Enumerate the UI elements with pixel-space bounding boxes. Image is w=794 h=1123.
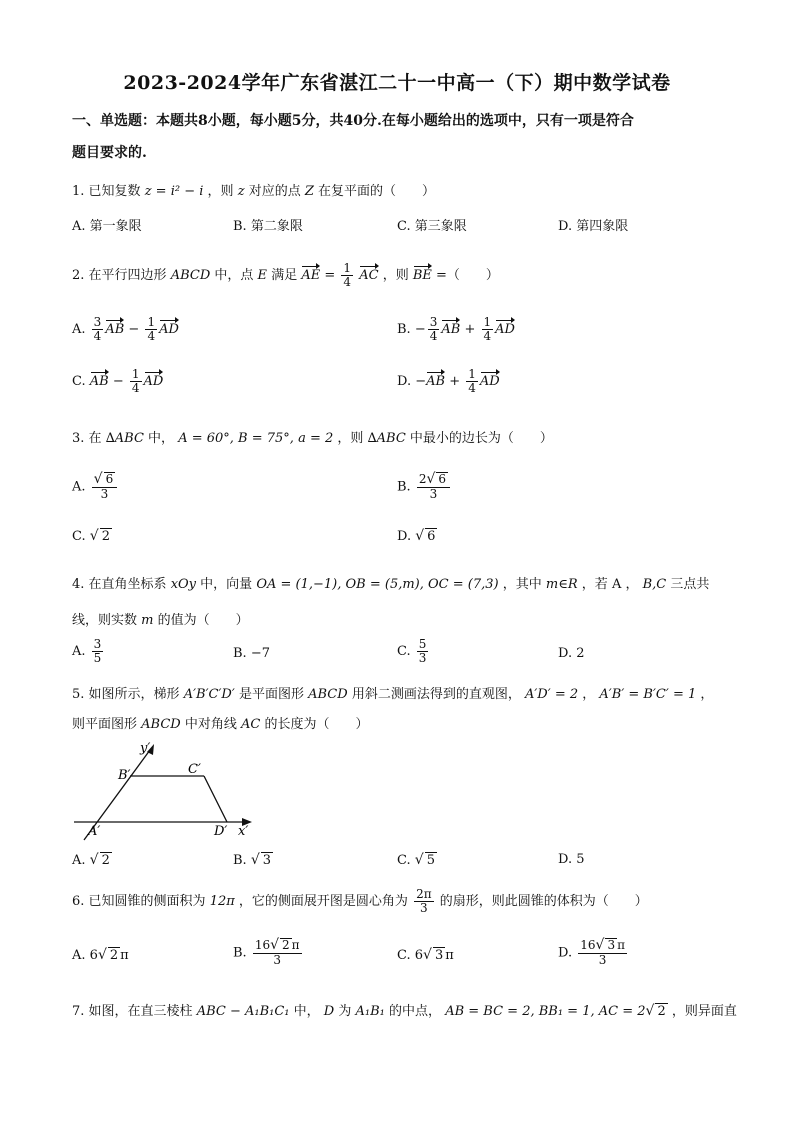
- denominator: 3: [429, 487, 438, 502]
- q6-option-b: [233, 938, 304, 968]
- q4-text: 三点共: [670, 577, 710, 592]
- fraction: [578, 938, 627, 968]
- numerator: 5: [418, 637, 427, 651]
- q6-text: 的扇形，则此圆锥的体积为（ ）: [439, 894, 648, 910]
- q5-text: 的长度为（ ）: [264, 717, 369, 732]
- option-label: C.: [397, 644, 411, 660]
- q4-var: B,C: [642, 577, 667, 592]
- q1-var: z: [237, 184, 245, 199]
- option-label: D.: [558, 852, 573, 867]
- q4-vectors: OA = (1,−1), OB = (5,m), OC = (7,3): [256, 577, 499, 592]
- option-label: B.: [233, 945, 247, 961]
- option-label: B.: [397, 479, 411, 495]
- question-6: [72, 888, 648, 915]
- radicand: 2: [109, 948, 119, 963]
- fraction: [482, 316, 494, 343]
- question-3: [72, 427, 553, 446]
- q4-var: m: [141, 613, 154, 628]
- option-label: D.: [397, 374, 412, 390]
- q5-var: A′B′C′D′: [183, 687, 235, 702]
- q7-text: 中，: [293, 1004, 320, 1019]
- radicand: 2: [101, 529, 110, 544]
- sqrt-icon: √: [270, 937, 280, 953]
- fraction: [130, 368, 142, 395]
- q4-text: 中，向量: [200, 577, 253, 592]
- coefficient: 6: [89, 948, 98, 963]
- q2-vector: BE: [412, 268, 432, 284]
- fraction: [92, 472, 118, 502]
- operator: −: [112, 374, 124, 390]
- fraction: [428, 316, 440, 343]
- denominator: 3: [273, 953, 282, 968]
- q5-var: AC: [241, 717, 261, 732]
- section-heading-line1: 一、单选题：本题共8小题，每小题5分，共40分.在每小题给出的选项中，只有一项是符合: [72, 113, 634, 129]
- q5-text: 用斜二测画法得到的直观图，: [351, 687, 521, 702]
- option-label: D.: [558, 945, 573, 961]
- q3-option-b: [397, 472, 452, 502]
- q4-text: ，其中: [502, 577, 542, 592]
- operator: +: [449, 374, 461, 390]
- pi: π: [617, 938, 625, 952]
- q1-text: 在复平面的（ ）: [318, 184, 436, 199]
- q7-text: 为: [338, 1004, 352, 1019]
- sqrt-icon: √: [89, 852, 99, 868]
- q5-text: 5. 如图所示，梯形: [72, 687, 180, 702]
- vector: AD: [143, 374, 164, 390]
- option-label: B.: [397, 322, 411, 338]
- numerator: 2π: [416, 887, 432, 901]
- label-y: y′: [140, 741, 151, 756]
- q5-text: 是平面图形: [238, 687, 304, 702]
- radicand: 6: [105, 472, 114, 486]
- q5-var: ABCD: [308, 687, 348, 702]
- numerator: [417, 472, 450, 488]
- radicand: 3: [262, 853, 272, 868]
- q3-text: 3. 在: [72, 431, 102, 446]
- numerator: 1: [343, 261, 352, 275]
- option-label: D.: [558, 646, 573, 661]
- q2-var: E: [257, 268, 268, 284]
- q4-option-b: [233, 646, 270, 661]
- q4-option-a: [72, 638, 105, 665]
- q2-var: ABCD: [170, 268, 211, 284]
- q6-option-a: [72, 947, 129, 963]
- label-c: C′: [188, 762, 201, 777]
- q5-text: 中对角线: [184, 717, 237, 732]
- question-4-line2: [72, 609, 249, 628]
- denominator: 3: [418, 651, 427, 666]
- option-label: A.: [72, 479, 86, 495]
- q2-vector: AE: [301, 268, 321, 284]
- q2-text: 中，点: [214, 268, 254, 284]
- q6-text: 6. 已知圆锥的侧面积为: [72, 894, 206, 910]
- radicand: 3: [434, 948, 444, 963]
- radicand: 2: [101, 853, 110, 868]
- q4-text: ，: [625, 577, 639, 592]
- coefficient: 16: [254, 938, 271, 952]
- q5-option-a: [72, 852, 112, 868]
- sqrt-icon: √: [426, 471, 436, 487]
- coefficient: 16: [580, 938, 596, 952]
- q4-text: 4. 在直角坐标系: [72, 577, 167, 592]
- q2-text: 2. 在平行四边形: [72, 268, 167, 284]
- operator: −: [128, 322, 140, 338]
- q4-text: ，若: [581, 577, 608, 592]
- option-label: C.: [397, 948, 411, 963]
- sqrt-icon: √: [89, 528, 99, 544]
- q3-condition: A = 60°, B = 75°, a = 2: [178, 431, 334, 446]
- coefficient: 2: [418, 472, 427, 486]
- numerator: 3: [93, 637, 102, 651]
- sqrt-icon: √: [423, 947, 432, 963]
- vector: AD: [479, 374, 500, 390]
- denominator: 4: [468, 381, 476, 396]
- option-value: −7: [250, 646, 270, 661]
- q3-text: 中最小的边长为（ ）: [409, 431, 553, 446]
- denominator: 3: [598, 953, 607, 968]
- q2-text: =: [324, 268, 336, 284]
- q4-option-d: [558, 646, 585, 661]
- vector: AB: [441, 322, 461, 338]
- q5-var: ABCD: [141, 717, 181, 732]
- coefficient: 6: [414, 948, 424, 963]
- q4-text: 线，则实数: [72, 613, 138, 628]
- numerator: 3: [429, 315, 438, 329]
- denominator: 5: [93, 651, 102, 666]
- q3-text: ，则: [337, 431, 364, 446]
- option-label: A.: [72, 948, 86, 963]
- option-label: A.: [72, 322, 86, 338]
- operator: −: [415, 374, 427, 390]
- q7-condition: AB = BC = 2, BB₁ = 1, AC = 2: [445, 1004, 646, 1019]
- pi: π: [291, 938, 300, 952]
- q1-expression: z = i² − i: [144, 184, 204, 199]
- question-7: [72, 1000, 737, 1019]
- q6-text: ，它的侧面展开图是圆心角为: [238, 894, 408, 910]
- sqrt-icon: √: [93, 471, 103, 487]
- numerator: [253, 938, 302, 954]
- q3-option-a: [72, 472, 119, 502]
- q4-var: A: [611, 577, 622, 592]
- q1-text: ，则: [207, 184, 234, 199]
- denominator: 4: [429, 329, 438, 344]
- q3-option-c: [72, 528, 112, 544]
- denominator: 4: [483, 329, 492, 344]
- numerator: [578, 938, 627, 954]
- vector: AB: [426, 374, 446, 390]
- option-label: A.: [72, 853, 86, 868]
- numerator: 1: [468, 367, 476, 381]
- operator: −: [414, 322, 426, 338]
- q5-option-c: [397, 852, 437, 868]
- option-label: C.: [72, 374, 86, 390]
- sqrt-icon: √: [250, 852, 260, 868]
- q2-fraction: [341, 262, 353, 289]
- q4-var: xOy: [170, 577, 197, 592]
- q4-option-c: [397, 638, 430, 665]
- question-4-line1: [72, 573, 709, 592]
- q5-condition: A′B′ = B′C′ = 1: [599, 687, 697, 702]
- fraction: [466, 368, 478, 395]
- option-label: A.: [72, 644, 86, 660]
- q5-option-d: [558, 852, 585, 867]
- q7-var: D: [323, 1004, 335, 1019]
- option-label: C.: [397, 853, 411, 868]
- radicand: 3: [607, 938, 616, 952]
- q3-option-d: [397, 528, 437, 544]
- denominator: 4: [147, 329, 156, 344]
- label-x: x′: [238, 824, 249, 839]
- operator: +: [464, 322, 476, 338]
- q2-option-a: [72, 316, 179, 343]
- q1-var: Z: [304, 184, 314, 199]
- fraction: [414, 888, 434, 915]
- pi: π: [120, 948, 129, 963]
- sqrt-icon: √: [97, 947, 107, 963]
- option-label: D.: [397, 529, 412, 544]
- q3-text: 中，: [148, 431, 175, 446]
- q6-option-d: [558, 938, 629, 968]
- vector: AB: [105, 322, 125, 338]
- radicand: 2: [657, 1004, 666, 1019]
- vector: AD: [495, 322, 515, 338]
- fraction: [417, 638, 429, 665]
- trapezoid-figure: [70, 738, 270, 842]
- q2-option-d: [397, 368, 500, 395]
- vector: AB: [89, 374, 109, 390]
- q3-triangle: ∆ABC: [367, 431, 406, 446]
- denominator: 4: [343, 275, 352, 290]
- radicand: 6: [427, 529, 436, 544]
- q5-text: 则平面图形: [72, 717, 138, 732]
- page-title: 2023-2024学年广东省湛江二十一中高一（下）期中数学试卷: [123, 72, 671, 94]
- q1-option-d: D. 第四象限: [558, 219, 629, 234]
- fraction: [417, 472, 450, 502]
- q2-text: 满足: [271, 268, 298, 284]
- sqrt-icon: √: [595, 937, 605, 953]
- q2-text: ，则: [382, 268, 409, 284]
- section-heading-line2: 题目要求的.: [72, 145, 147, 161]
- q1-option-a: A. 第一象限: [72, 219, 142, 234]
- denominator: 4: [131, 381, 140, 396]
- numerator: 1: [131, 367, 140, 381]
- vector: AD: [159, 322, 179, 338]
- q2-vector: AC: [359, 268, 379, 284]
- q4-var: m∈R: [545, 577, 578, 592]
- fraction: [92, 638, 104, 665]
- option-value: 2: [576, 646, 585, 661]
- label-d: D′: [214, 824, 228, 839]
- sqrt-icon: √: [414, 852, 424, 868]
- q4-text: 的值为（ ）: [157, 613, 249, 628]
- q1-option-b: B. 第二象限: [233, 219, 303, 234]
- q1-option-c: C. 第三象限: [397, 219, 467, 234]
- q7-var: ABC − A₁B₁C₁: [196, 1004, 290, 1019]
- q6-option-c: [397, 947, 454, 963]
- numerator: [92, 472, 118, 488]
- option-label: C.: [72, 529, 86, 544]
- q2-option-b: [397, 316, 515, 343]
- q7-text: 的中点，: [389, 1004, 442, 1019]
- q1-text: 1. 已知复数: [72, 184, 141, 199]
- segment-c-d: [204, 776, 227, 822]
- q7-text: 7. 如图，在直三棱柱: [72, 1004, 193, 1019]
- sqrt-icon: √: [645, 1003, 655, 1019]
- pi: π: [445, 948, 454, 963]
- radicand: 6: [438, 472, 447, 486]
- q5-text: ，: [700, 687, 714, 702]
- numerator: 1: [483, 315, 492, 329]
- denominator: 4: [93, 329, 102, 344]
- q3-triangle: ∆ABC: [105, 431, 144, 446]
- question-1: [72, 180, 435, 199]
- q2-text: =（ ）: [436, 268, 499, 284]
- sqrt-icon: √: [415, 528, 425, 544]
- denominator: 3: [100, 487, 109, 502]
- numerator: 1: [147, 315, 156, 329]
- radicand: 2: [282, 938, 290, 952]
- fraction: [145, 316, 157, 343]
- label-b: B′: [118, 768, 131, 783]
- option-label: B.: [233, 853, 247, 868]
- q2-option-c: [72, 368, 163, 395]
- q7-text: ，则异面直: [671, 1004, 737, 1019]
- q7-var: A₁B₁: [355, 1004, 385, 1019]
- fraction: [253, 938, 302, 968]
- option-label: B.: [233, 646, 247, 661]
- option-value: 5: [576, 852, 585, 867]
- question-2: [72, 262, 499, 289]
- q5-text: ，: [582, 687, 596, 702]
- q5-condition: A′D′ = 2: [524, 687, 579, 702]
- label-a: A′: [88, 824, 101, 839]
- question-5-line2: [72, 713, 369, 732]
- radicand: 5: [426, 853, 435, 868]
- q1-text: 对应的点: [248, 184, 301, 199]
- q5-option-b: [233, 852, 273, 868]
- numerator: 3: [93, 315, 102, 329]
- question-5-line1: [72, 683, 713, 702]
- fraction: [92, 316, 104, 343]
- denominator: 3: [420, 901, 428, 916]
- q6-value: 12π: [209, 894, 235, 910]
